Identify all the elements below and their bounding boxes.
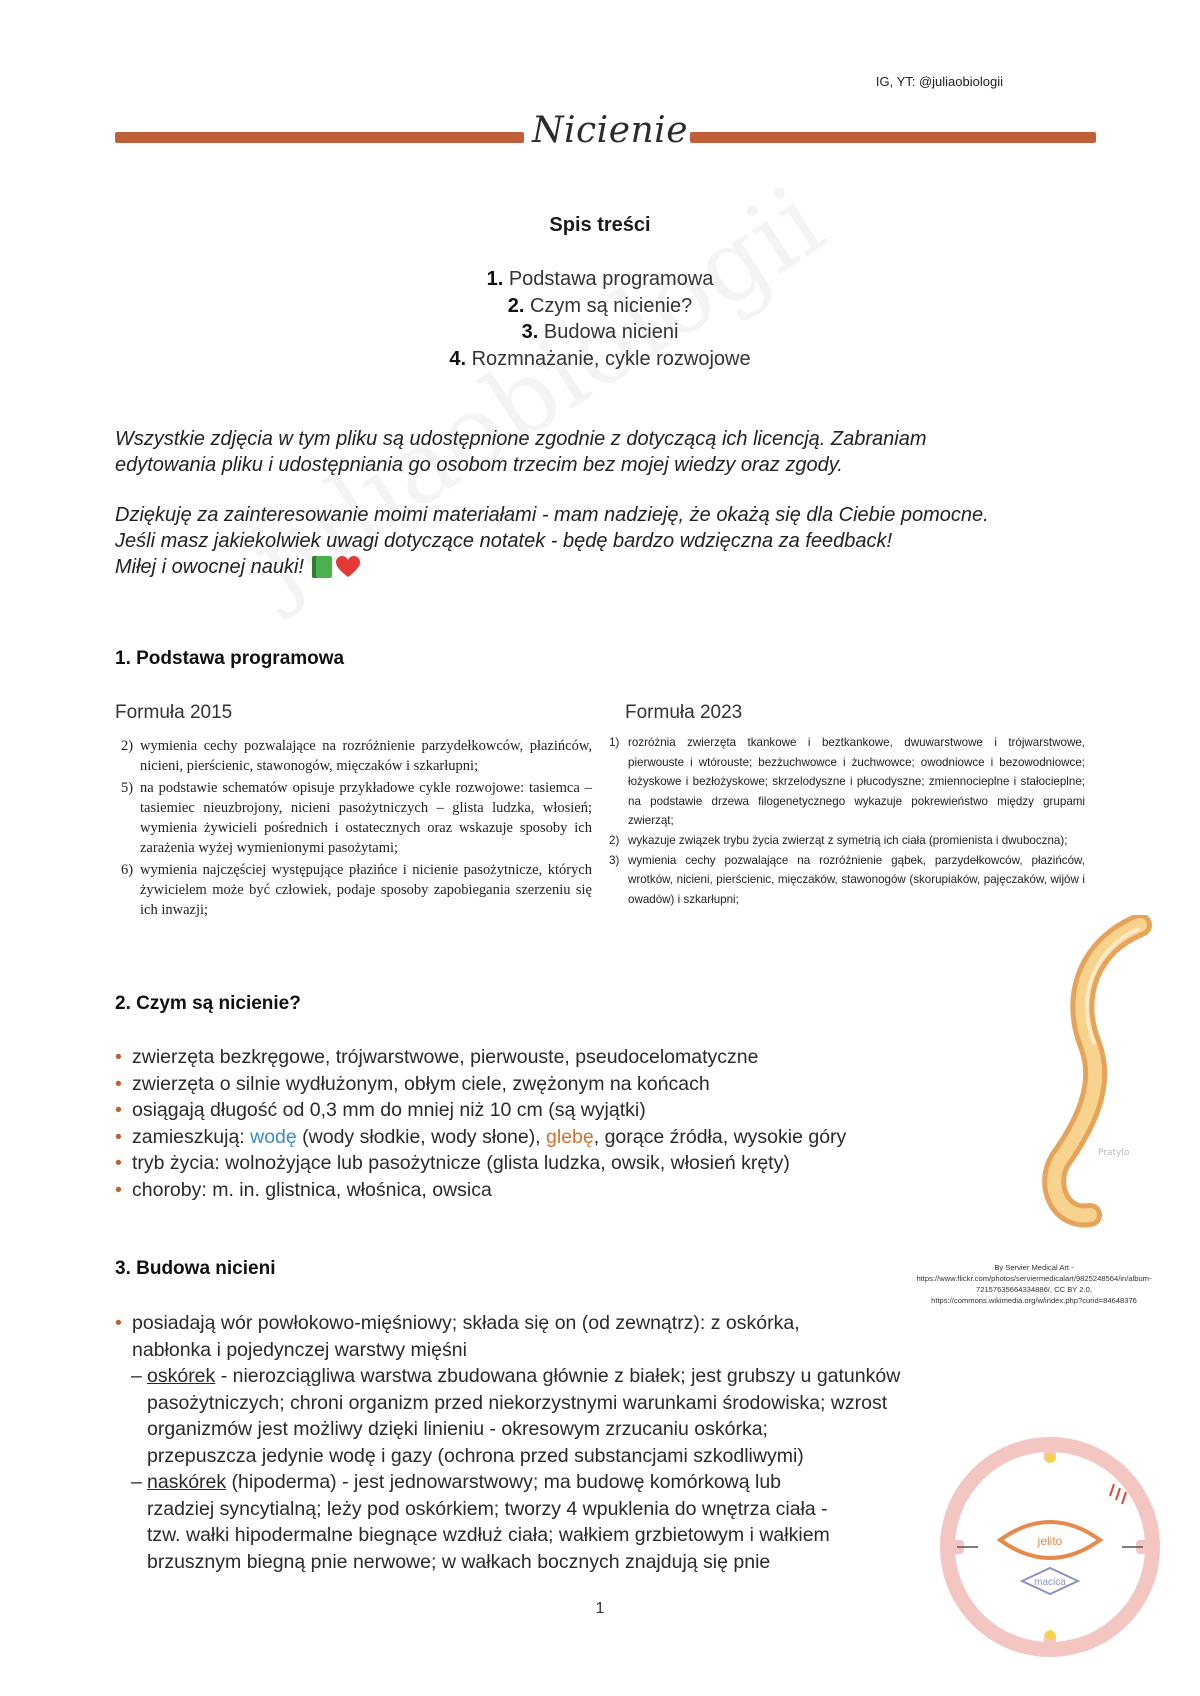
section-3-bullets (115, 1310, 995, 1575)
section-heading-3: 3. Budowa nicieni (115, 1258, 276, 1279)
section-2-bullets (115, 1044, 846, 1203)
cross-section-diagram (930, 1432, 1170, 1662)
formula-2023-label: Formuła 2023 (625, 702, 743, 723)
image-credit: By Servier Medical Art - https://www.flickr.com/photos/serviermedicalart/9825248564/in/album-72157635664334886/, CC BY 2.0, https://commons.wikimedia.org/w/index.php?curid=84648376 (916, 1263, 1152, 1305)
title-bar-left (115, 132, 524, 143)
list-item: 2) wymienia cechy pozwalające na rozróżnienie parzydełkowców, płazińców, nicieni, pierścienic, stawonogów, mięczaków i szkarłupni; (121, 738, 592, 774)
social-credit: IG, YT: @juliaobiologii (875, 74, 1003, 89)
formula-2023-list (609, 733, 1085, 909)
list-item: • osiągają długość od 0,3 mm do mniej niż 10 cm (są wyjątki) (115, 1097, 846, 1124)
toc-item[interactable]: 4. Rozmnażanie, cykle rozwojowe (449, 347, 751, 370)
list-item: • zamieszkują: wodę (wody słodkie, wody słone), glebę, gorące źródła, wysokie góry (115, 1124, 846, 1151)
book-icon (312, 556, 332, 578)
nematode-illustration (1020, 915, 1180, 1235)
sub-item-hypodermis: – naskórek (hipoderma) - jest jednowarstwowy; ma budowę komórkową lub rzadziej syncytialną; leży pod oskórkiem; tworzy 4 wpuklenia do wnętrza ciała - tzw. wałki hipodermalne biegnące wzdłuż ciała; wałkiem grzbietowym i wałkiem brzusznym biegną pnie nerwowe; w wałkach bocznych znajdują się pnie (115, 1469, 995, 1575)
toc-item[interactable]: 3. Budowa nicieni (521, 321, 679, 343)
toc-heading: Spis treści (549, 214, 651, 236)
list-item: • tryb życia: wolnożyjące lub pasożytnicze (glista ludzka, owsik, włosień kręty) (115, 1150, 846, 1177)
list-item: 3) wymienia cechy pozwalające na rozróżnienie gąbek, parzydełkowców, płazińców, wrotków, nicieni, pierścienic, mięczaków, stawonogów (skorupiaków, pajęczaków, wijów i owadów) i szkarłupni; (609, 853, 1085, 906)
section-heading-1: 1. Podstawa programowa (115, 648, 345, 669)
toc-item[interactable]: 2. Czym są nicienie? (507, 294, 693, 317)
table-of-contents (0, 266, 1200, 372)
formula-2015-label: Formuła 2015 (115, 702, 233, 723)
heart-icon (335, 555, 361, 579)
sub-item-cuticle: – oskórek - nierozciągliwa warstwa zbudowana głównie z białek; jest grubszy u gatunków pasożytniczych; chroni organizm przed niekorzystnymi warunkami środowiska; wzrost organizmów jest możliwy dzięki linieniu - okresowym zrzucaniu oskórka; przepuszcza jedynie wodę i gazy (ochrona przed substancjami szkodliwymi) (115, 1363, 995, 1469)
list-item: 1) rozróżnia zwierzęta tkankowe i beztkankowe, dwuwarstwowe i trójwarstwowe, pierwouste i wtórouste; bezżuchwowce i żuchwowce; owodniowce i bezowodniowce; łożyskowe i bezłożyskowe; skrzelodyszne i płucodyszne; zmiennocieplne i stałocieplne; na podstawie drzewa filogenetycznego wykazuje pokrewieństwo między grupami zwierząt; (609, 736, 1085, 828)
list-item: 5) na podstawie schematów opisuje przykładowe cykle rozwojowe: tasiemca – tasiemiec nieuzbrojony, nicieni pasożytniczych – glista ludzka, włosień; wymienia żywicieli pośrednich i ostatecznych oraz wskazuje sposoby ich zarażenia wyżej wymienionymi pasożytami; (121, 780, 592, 856)
illustration-label: Pratylo (1098, 1148, 1130, 1158)
list-item: • posiadają wór powłokowo-mięśniowy; składa się on (od zewnątrz): z oskórka, nabłonka i pojedynczej warstwy mięśni (115, 1310, 995, 1363)
gut-label: jelito (1037, 1534, 1063, 1548)
list-item: 2) wykazuje związek trybu życia zwierząt z symetrią ich ciała (promienista i dwuboczna); (609, 833, 1068, 847)
title-bar-right (690, 132, 1096, 143)
list-item: • choroby: m. in. glistnica, włośnica, owsica (115, 1177, 846, 1204)
list-item: • zwierzęta o silnie wydłużonym, obłym ciele, zwężonym na końcach (115, 1071, 846, 1098)
page-number: 1 (595, 1600, 605, 1617)
uterus-label: macica (1034, 1577, 1066, 1588)
section-heading-2: 2. Czym są nicienie? (115, 993, 301, 1014)
toc-item[interactable]: 1. Podstawa programowa (486, 268, 714, 290)
list-item: • zwierzęta bezkręgowe, trójwarstwowe, pierwouste, pseudocelomatyczne (115, 1044, 846, 1071)
list-item: 6) wymienia najczęściej występujące płazińce i nicienie pasożytnicze, których żywicielem może być człowiek, podaje sposoby zapobiegania szerzeniu się ich inwazji; (121, 862, 592, 918)
license-notice: Wszystkie zdjęcia w tym pliku są udostępnione zgodnie z dotyczącą ich licencją. Zabraniam edytowania pliku i udostępniania go osobom trzecim bez mojej wiedzy oraz zgody. (115, 428, 927, 476)
formula-2015-list (121, 736, 592, 920)
page-title: Nicienie (532, 110, 688, 151)
thanks-note: Dziękuję za zainteresowanie moimi materiałami - mam nadzieję, że okażą się dla Ciebie pomocne. Jeśli masz jakiekolwiek uwagi dotyczące notatek - będę bardzo wdzięczna za feedback! Miłej i owocnej nauki! (115, 504, 989, 578)
